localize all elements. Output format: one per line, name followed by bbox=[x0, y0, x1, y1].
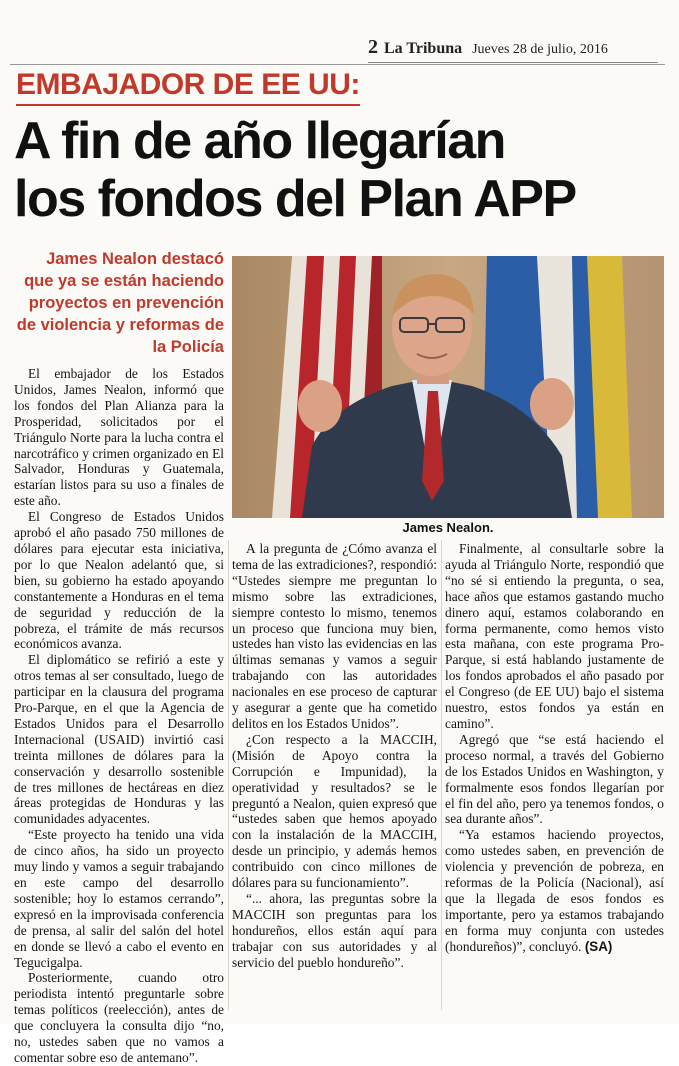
headline bbox=[14, 112, 664, 228]
headline-line-2: los fondos del Plan APP bbox=[14, 170, 576, 228]
author-signature: (SA) bbox=[584, 938, 613, 954]
kicker: EMBAJADOR DE EE UU: bbox=[16, 68, 360, 106]
deck: James Nealon destacó que ya se están haciendo proyectos en prevención de violencia y reformas de la Policía bbox=[16, 250, 224, 356]
photo-caption: James Nealon. bbox=[402, 520, 494, 535]
paragraph-11 bbox=[445, 827, 664, 954]
paragraph-7: ¿Con respecto a la MACCIH, (Misión de Apoyo contra la Corrupción e Impunidad), la operatividad y resultados? se le preguntó a Nealon, quien expresó que “ustedes saben que hemos apoyado con la instalación de la MACCIH, desde un principio, y además hemos contribuido con cinco millones de dólares para su funcionamiento”. bbox=[232, 731, 437, 891]
column-3 bbox=[445, 541, 664, 955]
column-1 bbox=[14, 366, 224, 1066]
paragraph-11-text: “Ya estamos haciendo proyectos, como ustedes saben, en prevención de violencia y prevención de pobreza, en reformas de la Policía (Nacional), así que la llegada de esos fondos es importante, pero ya estamos trabajando en forma muy conjunta con ustedes (hondureños)”, concluyó. bbox=[445, 827, 664, 954]
paper-name: La Tribuna bbox=[384, 40, 463, 57]
paragraph-6: A la pregunta de ¿Cómo avanza el tema de las extradiciones?, respondió: “Ustedes siempre me preguntan lo mismo sobre las extradiciones, siempre contesto lo mismo, tenemos un proceso que funciona muy bien, ustedes han visto las evidencias en las últimas semanas y vamos a seguir trabajando con las autoridades nacionales en ese proceso de capturar y asegurar a gente que ha cometido delitos en los Estados Unidos”. bbox=[232, 541, 437, 731]
paragraph-4: “Este proyecto ha tenido una vida de cinco años, ha sido un proyecto muy lindo y vamos a seguir trabajando en este campo del desarrollo sostenible; hoy lo estamos cerrando”, expresó en la improvisada conferencia de prensa, al salir del salón del hotel en donde se llevó a cabo el evento en Tegucigalpa. bbox=[14, 827, 224, 970]
paragraph-10: Agregó que “se está haciendo el proceso normal, a través del Gobierno de los Estados Unidos en Washington, y formalmente esos fondos llegarían por el fin del año, pero ya tenemos fondos, o sea durante años”. bbox=[445, 731, 664, 827]
column-divider bbox=[228, 540, 229, 1010]
paragraph-2: El Congreso de Estados Unidos aprobó el año pasado 750 millones de dólares para ejecutar esta iniciativa, por lo que Nealon adelantó que, si bien, su gobierno ha estado apoyando constantemente a Honduras en el tema de seguridad y reducción de la pobreza, el trámite de más recursos económicos avanza. bbox=[14, 509, 224, 652]
paragraph-9: Finalmente, al consultarle sobre la ayuda al Triángulo Norte, respondió que “no sé si entiendo la pregunta, o sea, hace años que estamos gastando mucho dinero aquí, estamos colaborando en forma permanente, como hemos visto esta mañana, con este programa Pro-Parque, si está hablando justamente de los fondos aprobados el año pasado por el Congreso (de EE UU) bajo el sistema nuestro, estos fondos ya están en camino”. bbox=[445, 541, 664, 731]
top-rule bbox=[10, 64, 665, 65]
headline-line-1: A fin de año llegarían bbox=[14, 112, 505, 170]
paragraph-3: El diplomático se refirió a este y otros temas al ser consultado, luego de participar en la clausura del programa Pro-Parque, en el que la Agencia de Estados Unidos para el Desarrollo Internacional (USAID) invirtió casi treinta millones de dólares para la conservación y desarrollo sostenible de tres millones de hectáreas en diez áreas protegidas de Honduras y las comunidades adyacentes. bbox=[14, 652, 224, 827]
page-number: 2 bbox=[368, 36, 378, 58]
paragraph-1: El embajador de los Estados Unidos, James Nealon, informó que los fondos del Plan Alianza para la Prosperidad, solicitados por el Triángulo Norte para la lucha contra el narcotráfico y crimen organizado en El Salvador, Honduras y Guatemala, estarían listos para su uso a finales de este año. bbox=[14, 366, 224, 509]
paragraph-8: “... ahora, las preguntas sobre la MACCIH son preguntas para los hondureños, ellos están aquí para trabajar con sus autoridades y al servicio del pueblo hondureño”. bbox=[232, 890, 437, 970]
masthead bbox=[368, 36, 658, 63]
column-2 bbox=[232, 541, 437, 970]
issue-date: Jueves 28 de julio, 2016 bbox=[472, 42, 608, 57]
article-photo bbox=[232, 256, 664, 518]
column-divider bbox=[441, 540, 442, 1010]
paragraph-5: Posteriormente, cuando otro periodista intentó preguntarle sobre temas políticos (reelección), antes de que concluyera la consulta dijo “no, no, ustedes saben que no vamos a comentar sobre eso de antemano”. bbox=[14, 970, 224, 1065]
